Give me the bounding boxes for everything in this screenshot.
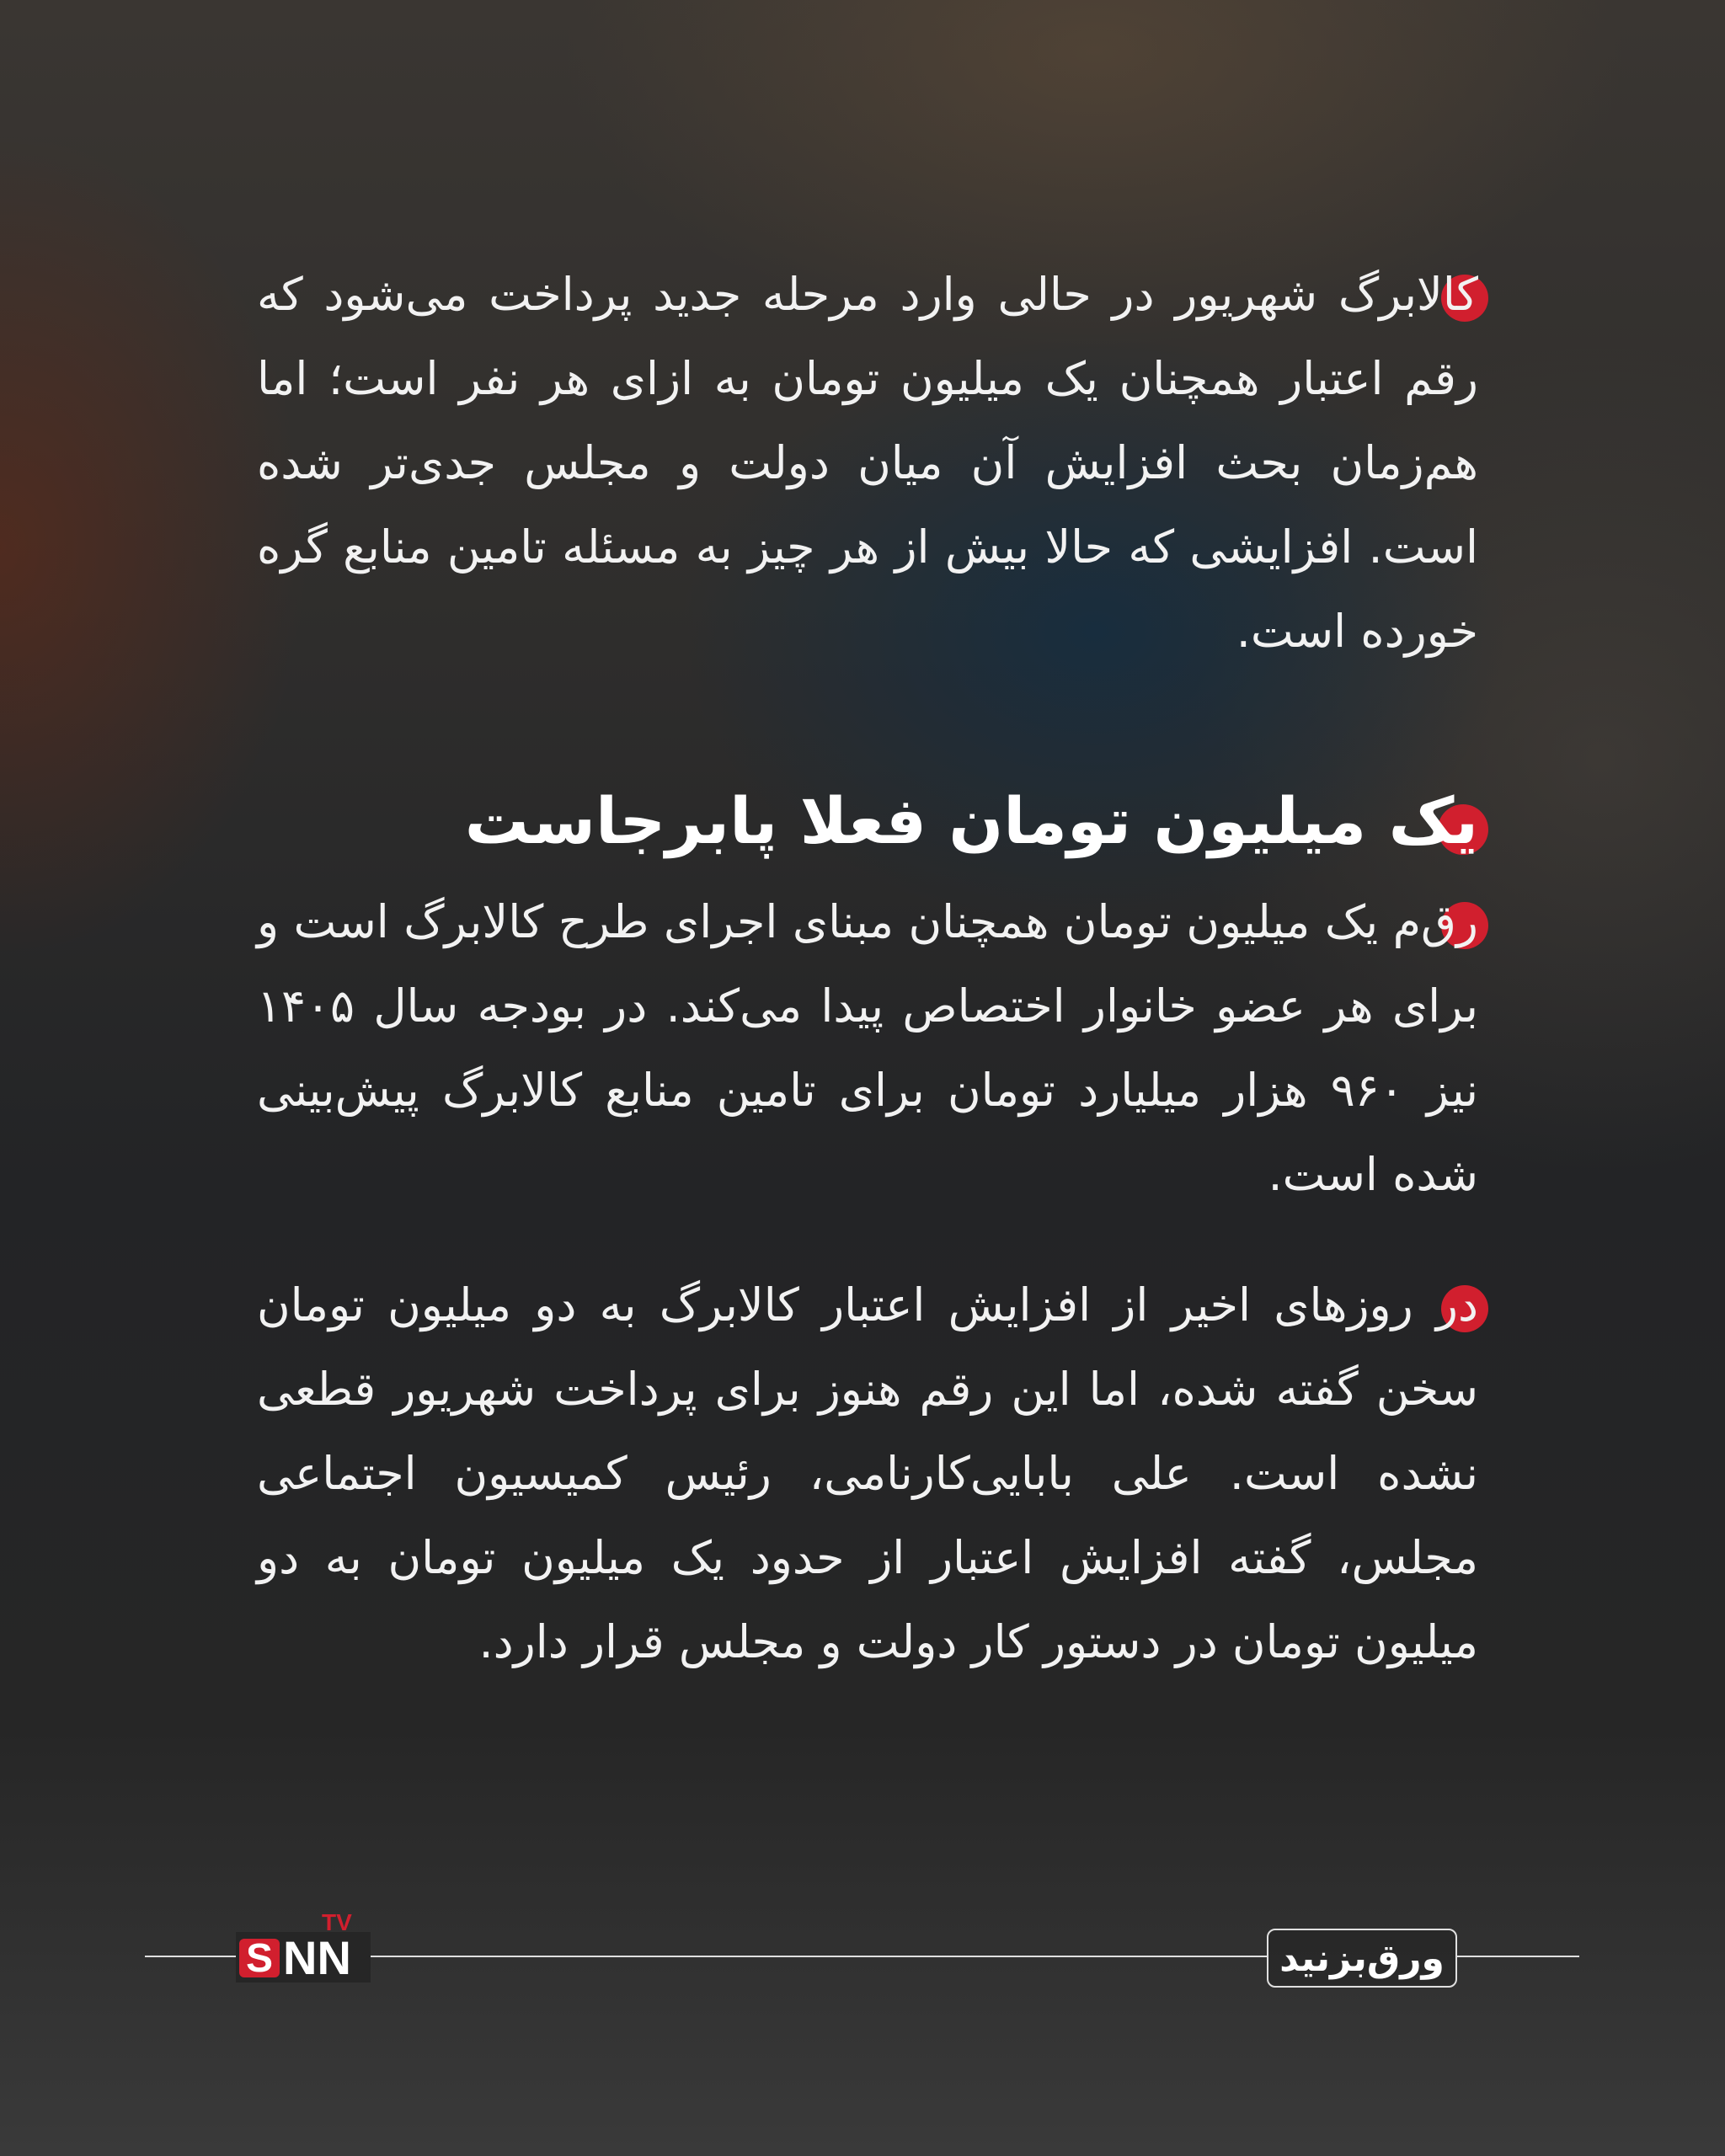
paragraph-intro-text: لابرگ شهریور در حالی وارد مرحله جدید پرداخت می‌شود که رقم اعتبار همچنان یک میلیون تومان به ازای هر نفر است؛ اما هم‌زمان بحث افزایش آن میان دولت و مجلس جدی‌تر شده است. افزایشی که حالا بیش از هر چیز به مسئله تامین منابع گره خورده است. [257,268,1478,658]
section-heading [257,771,1478,880]
logo-tv-letters: TV [322,1909,352,1935]
logo-s-letter: S [245,1936,274,1981]
footer-divider-right [1457,1956,1579,1957]
swipe-label: ورق‌بزنید [1279,1936,1445,1980]
article-body [257,253,1478,1684]
section-heading-text: میلیون تومان فعلا پابرجاست [464,783,1389,858]
paragraph-increase-text: روزهای اخیر از افزایش اعتبار کالابرگ به دو میلیون تومان سخن گفته شده، اما این رقم هنوز برای پرداخت شهریور قطعی نشده است. علی بابایی‌کارنامی، رئیس کمیسیون اجتماعی مجلس، گفته افزایش اعتبار از حدود یک میلیون تومان به دو میلیون تومان در دستور کار دولت و مجلس قرار دارد. [257,1278,1478,1668]
paragraph-budget [257,880,1478,1217]
lead-marker: در [1436,1263,1478,1348]
paragraph-increase [257,1263,1478,1684]
snn-tv-logo [236,1907,371,1983]
paragraph-budget-text: م یک میلیون تومان همچنان مبنای اجرای طرح کالابرگ است و برای هر عضو خانوار اختصاص پیدا می‌کند. در بودجه سال ۱۴۰۵ نیز ۹۶۰ هزار میلیارد تومان برای تامین منابع کالابرگ پیش‌بینی شده است. [257,895,1478,1201]
lead-marker: رق [1421,880,1478,964]
paragraph-intro [257,253,1478,674]
swipe-button[interactable] [1267,1929,1457,1988]
footer-divider-middle [366,1956,1267,1957]
heading-lead-marker: یک [1389,771,1478,872]
logo-nn-letters: NN [283,1931,351,1983]
lead-marker: کا [1443,253,1478,337]
